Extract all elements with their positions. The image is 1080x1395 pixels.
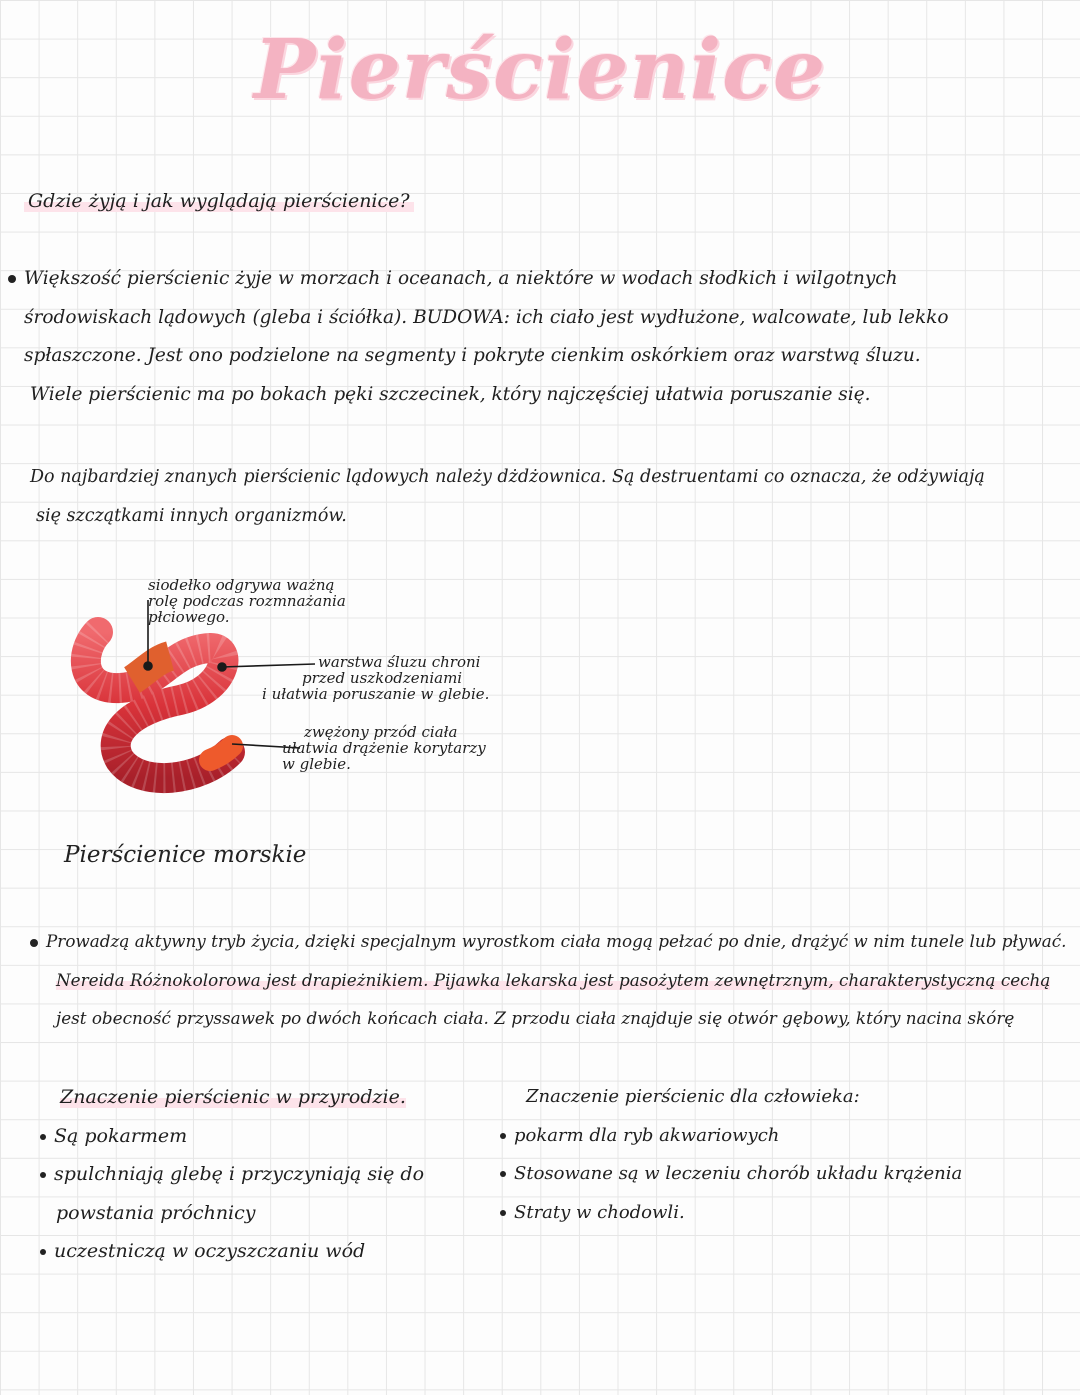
- earthworm-illustration: [86, 632, 232, 778]
- list-item: Stosowane są w leczeniu chorób układu krążenia: [500, 1155, 962, 1194]
- label-line: siodełko odgrywa ważną: [148, 576, 335, 594]
- list-item: Są pokarmem: [40, 1117, 424, 1156]
- label-line: płciowego.: [148, 608, 230, 626]
- section-question: Gdzie żyją i jak wyglądają pierścienice?: [24, 190, 414, 212]
- bullet-icon: [30, 939, 38, 947]
- label-clitellum: [148, 577, 346, 625]
- intro-line: spłaszczone. Jest ono podzielone na segmenty i pokryte cienkim oskórkiem oraz warstwą śluzu.: [24, 345, 921, 367]
- list-item: pokarm dla ryb akwariowych: [500, 1117, 962, 1156]
- label-line: ułatwia drążenie korytarzy: [282, 739, 486, 757]
- bullet-icon: [500, 1210, 506, 1216]
- marine-line: jest obecność przyssawek po dwóch końcach ciała. Z przodu ciała znajduje się otwór gębowy, który nacina skórę: [56, 1008, 1015, 1029]
- intro-line: Wiele pierścienic ma po bokach pęki szczecinek, który najczęściej ułatwia poruszanie się.: [30, 383, 871, 405]
- nature-section: [40, 1078, 424, 1271]
- page-title: Pierścienice: [253, 22, 827, 118]
- bullet-icon: [40, 1134, 46, 1140]
- label-line: zwężony przód ciała: [304, 723, 458, 741]
- intro-paragraph: [8, 260, 1068, 414]
- marine-line: Prowadzą aktywny tryb życia, dzięki specjalnym wyrostkom ciała mogą pełzać po dnie, drążyć w nim tunele lub pływać.: [30, 922, 1076, 961]
- label-line: rolę podczas rozmnażania: [148, 592, 346, 610]
- human-heading: Znaczenie pierścienic dla człowieka:: [526, 1086, 860, 1107]
- earthworm-paragraph: [30, 458, 1070, 535]
- marine-paragraph: [30, 922, 1076, 1038]
- label-line: warstwa śluzu chroni: [318, 653, 481, 671]
- earthworm-line: Do najbardziej znanych pierścienic lądowych należy dżdżownica. Są destruentami co oznacza, że odżywiają: [30, 467, 985, 487]
- human-section: [500, 1078, 962, 1232]
- bullet-icon: [8, 275, 16, 283]
- list-item: Straty w chodowli.: [500, 1194, 962, 1233]
- intro-line: Większość pierścienic żyje w morzach i oceanach, a niektóre w wodach słodkich i wilgotnych: [8, 260, 1068, 299]
- marine-heading: Pierścienice morskie: [64, 842, 307, 868]
- list-item: spulchniają glebę i przyczyniają się do: [40, 1155, 424, 1194]
- list-item: uczestniczą w oczyszczaniu wód: [40, 1232, 424, 1271]
- label-line: przed uszkodzeniami: [302, 669, 463, 687]
- nature-heading: Znaczenie pierścienic w przyrodzie.: [60, 1086, 406, 1108]
- bullet-icon: [500, 1133, 506, 1139]
- bullet-icon: [40, 1249, 46, 1255]
- worm-head: [210, 746, 232, 760]
- bullet-icon: [500, 1171, 506, 1177]
- bullet-icon: [40, 1172, 46, 1178]
- label-line: w glebie.: [282, 755, 351, 773]
- earthworm-line: się szczątkami innych organizmów.: [36, 505, 347, 526]
- list-item: powstania próchnicy: [56, 1201, 256, 1224]
- label-mucus: [262, 654, 489, 702]
- marine-line: Nereida Różnokolorowa jest drapieżnikiem. Pijawka lekarska jest pasożytem zewnętrznym, charakterystyczną cechą: [56, 969, 1051, 990]
- label-front: [282, 724, 486, 772]
- label-line: i ułatwia poruszanie w glebie.: [262, 685, 490, 703]
- intro-line: środowiskach lądowych (gleba i ściółka). BUDOWA: ich ciało jest wydłużone, walcowate, lub lekko: [24, 306, 949, 328]
